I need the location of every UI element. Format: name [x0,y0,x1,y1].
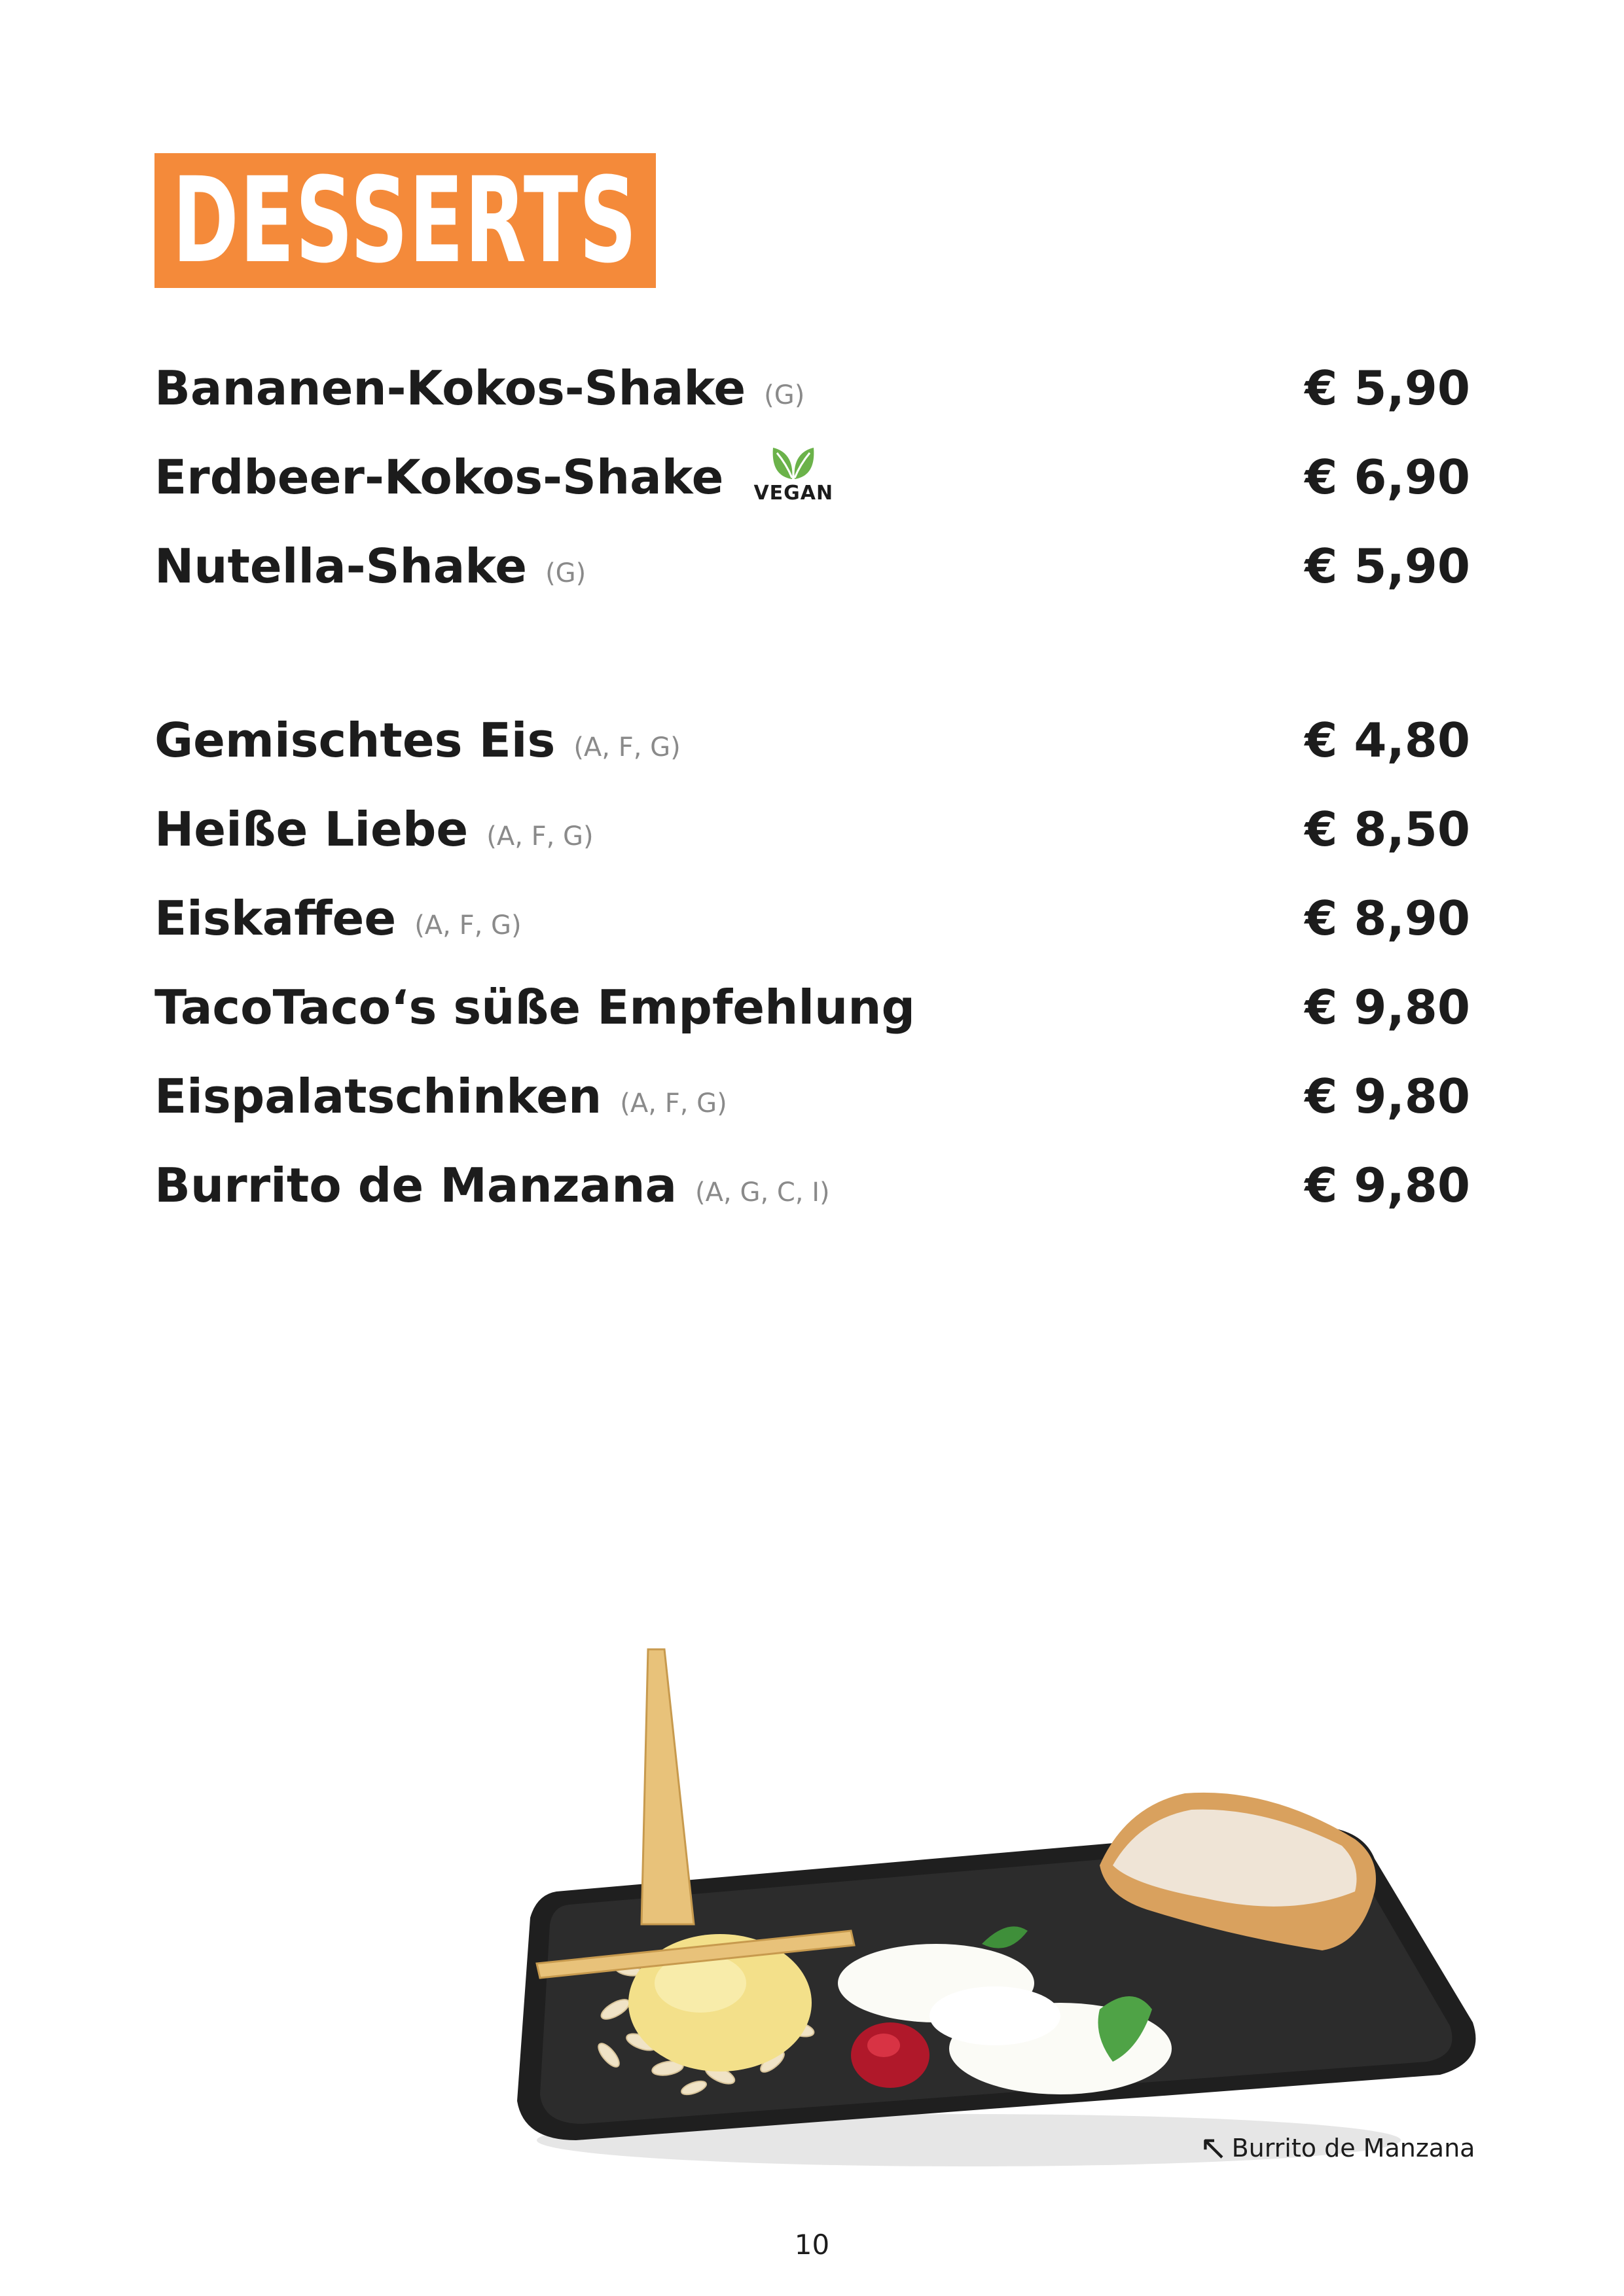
page-number: 10 [794,2229,830,2261]
item-allergens: (A, F, G) [573,732,681,762]
item-name: Heiße Liebe [154,802,469,857]
item-allergens: (A, F, G) [486,821,594,852]
item-price: € 9,80 [1305,980,1470,1035]
item-name: Erdbeer-Kokos-Shake [154,450,724,505]
item-price: € 5,90 [1305,361,1470,416]
item-price: € 4,80 [1305,713,1470,768]
item-price: € 5,90 [1305,539,1470,594]
menu-item [154,530,1470,602]
item-name: TacoTaco‘s süße Empfehlung [154,980,916,1035]
menu-item [154,441,1470,513]
item-allergens: (A, G, C, I) [695,1177,830,1208]
vegan-badge [753,444,833,505]
item-price: € 8,50 [1305,802,1470,857]
item-price: € 9,80 [1305,1069,1470,1124]
menu-item [154,971,1470,1043]
item-name: Eispalatschinken [154,1069,602,1124]
section-title-banner [154,153,656,288]
item-name: Eiskaffee [154,891,397,946]
menu-item [154,1060,1470,1132]
menu-item [154,704,1470,776]
item-price: € 9,80 [1305,1158,1470,1213]
menu-item [154,793,1470,865]
item-name: Nutella-Shake [154,539,528,594]
vegan-leaf-icon [769,444,818,480]
menu-item [154,882,1470,954]
item-allergens: (A, F, G) [414,910,522,941]
item-allergens: (G) [545,558,586,588]
item-name: Bananen-Kokos-Shake [154,361,746,416]
item-price: € 6,90 [1305,450,1470,505]
vegan-label: VEGAN [753,481,834,505]
item-price: € 8,90 [1305,891,1470,946]
item-allergens: (A, F, G) [620,1088,727,1119]
section-title: DESSERTS [172,152,638,289]
menu-item [154,1149,1470,1221]
caption-text: Burrito de Manzana [1231,2134,1475,2162]
item-name: Gemischtes Eis [154,713,556,768]
photo-caption [1199,2128,1475,2168]
menu-item [154,352,1470,424]
item-name: Burrito de Manzana [154,1158,677,1213]
arrow-up-left-icon: ↖ [1199,2128,1228,2168]
item-allergens: (G) [764,380,805,410]
